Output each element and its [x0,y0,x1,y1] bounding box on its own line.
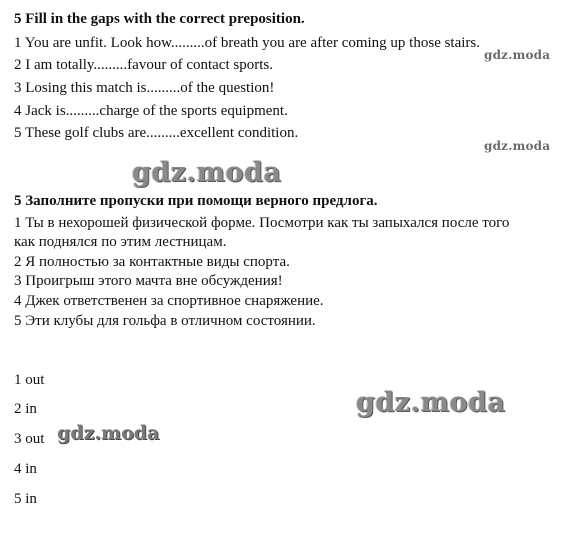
answer-5: 5 in [14,491,37,507]
english-item-1: 1 You are unfit. Look how.........of breath you are after coming up those stairs. [14,35,481,51]
russian-line-1: 1 Ты в нехорошей физической форме. Посмотри как ты запыхался после того [14,215,510,231]
english-item-3: 3 Losing this match is.........of the question! [14,80,275,96]
watermark-large-left: gdz.moda [132,157,282,188]
russian-line-2: как поднялся по этим лестницам. [14,234,227,250]
answer-1: 1 out [14,372,45,388]
answer-2: 2 in [14,401,37,417]
russian-heading: 5 Заполните пропуски при помощи верного предлога. [14,193,378,209]
watermark-large-right: gdz.moda [356,387,506,418]
english-item-2: 2 I am totally.........favour of contact sports. [14,57,273,73]
russian-line-6: 5 Эти клубы для гольфа в отличном состоянии. [14,313,316,329]
russian-line-4: 3 Проигрыш этого мачта вне обсуждения! [14,273,283,289]
english-item-4: 4 Jack is.........charge of the sports equipment. [14,103,288,119]
watermark-small-right: gdz.moda [484,139,551,153]
english-item-5: 5 These golf clubs are.........excellent condition. [14,125,299,141]
english-heading: 5 Fill in the gaps with the correct preposition. [14,11,305,27]
answer-3: 3 out [14,431,45,447]
answer-4: 4 in [14,461,37,477]
watermark-medium: gdz.moda [57,422,160,444]
russian-line-3: 2 Я полностью за контактные виды спорта. [14,254,290,270]
russian-line-5: 4 Джек ответственен за спортивное снаряжение. [14,293,324,309]
watermark-small-top: gdz.moda [484,48,551,62]
